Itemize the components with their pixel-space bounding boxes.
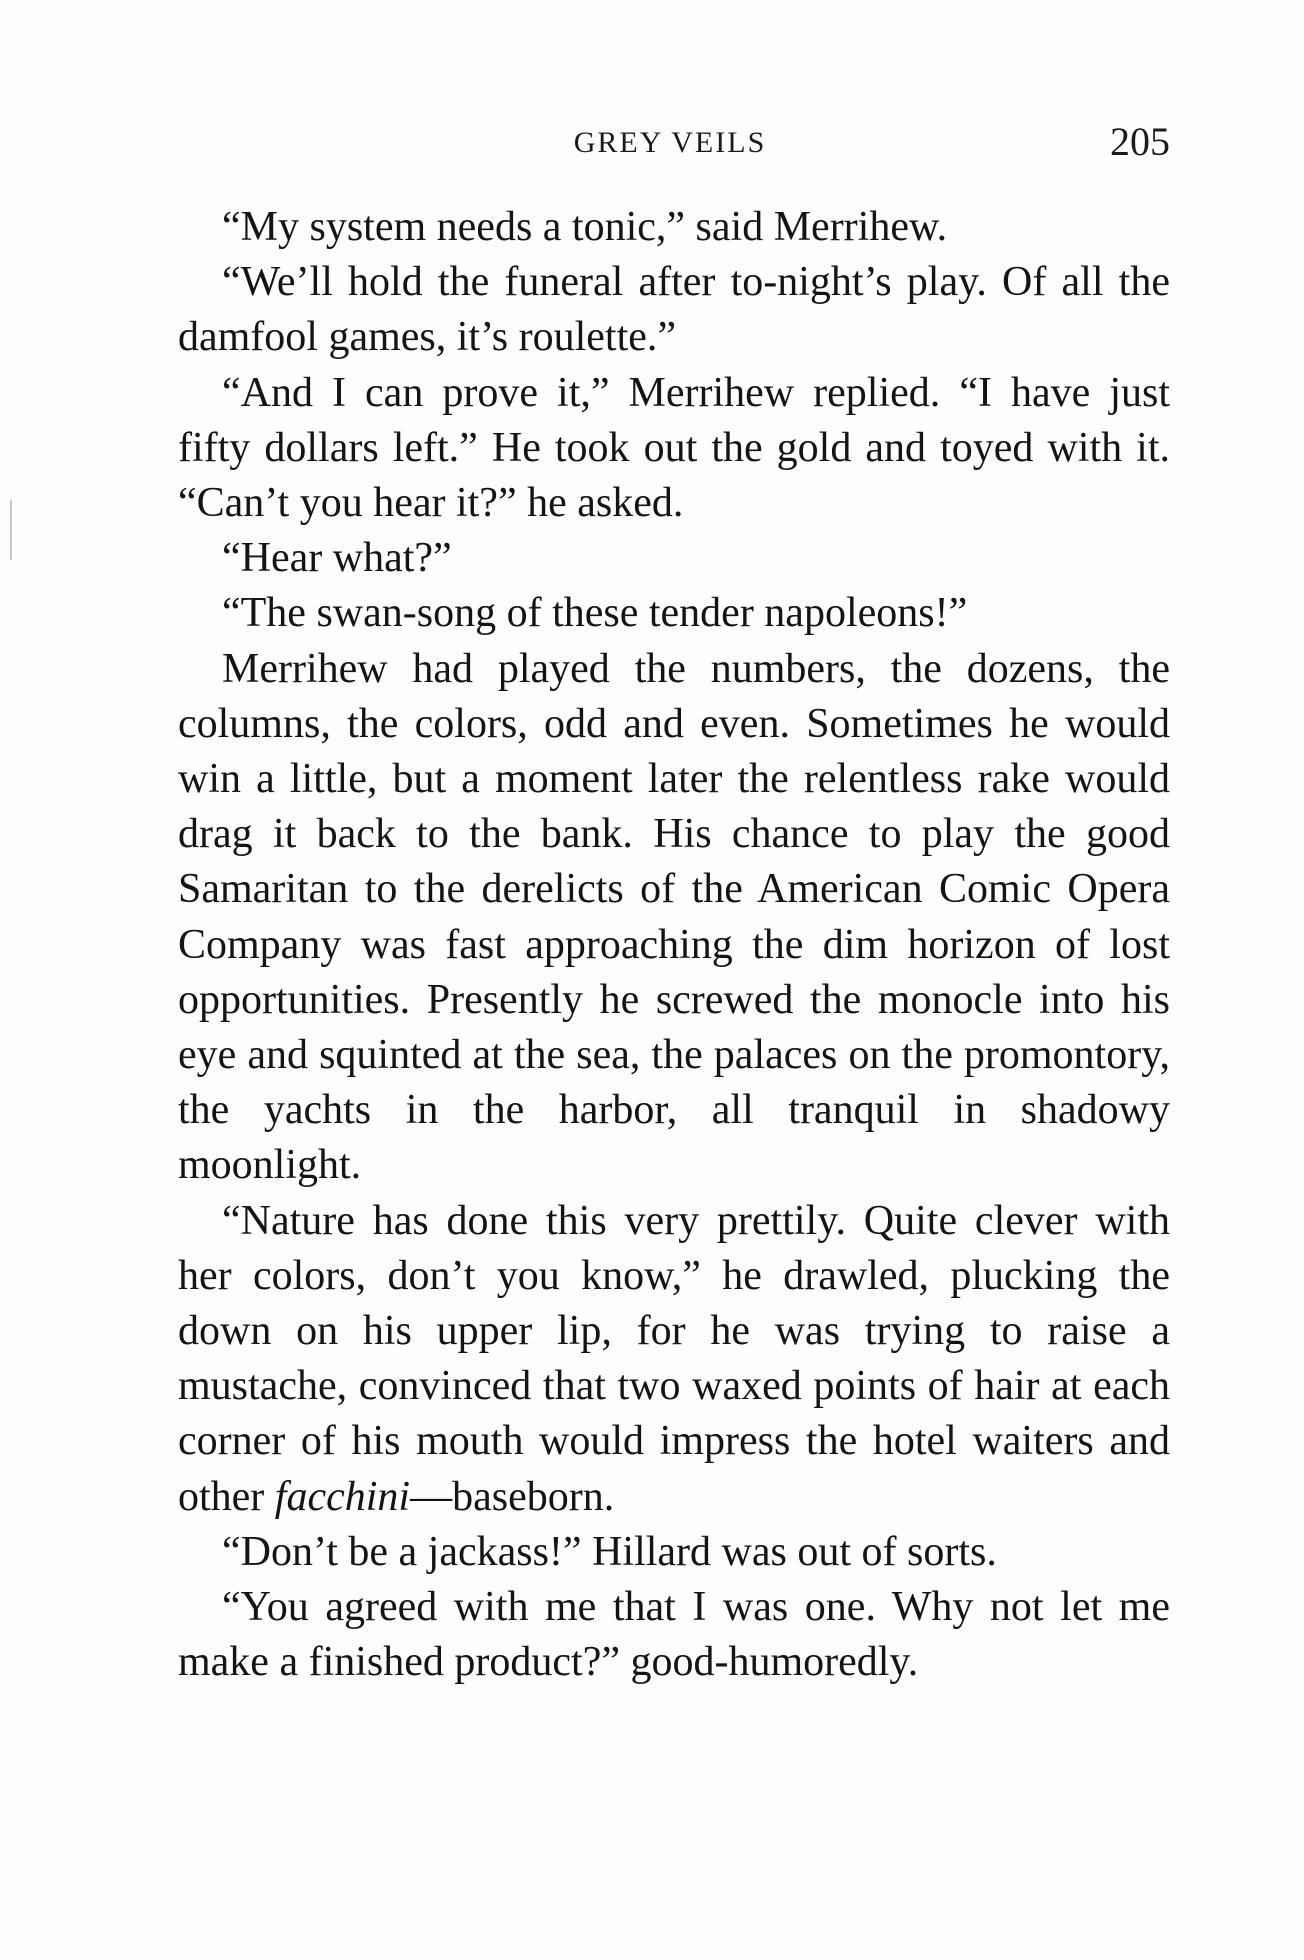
running-head bbox=[170, 118, 1170, 168]
paragraph: Merrihew had played the numbers, the dozens, the columns, the colors, odd and even. Sometimes he would win a little, but a moment later the relentless rake would drag it back to the bank. His chance to play the good Samaritan to the derelicts of the American Comic Opera Company was fast approaching the dim horizon of lost opportunities. Presently he screwed the monocle into his eye and squinted at the sea, the palaces on the promontory, the yachts in the harbor, all tranquil in shadowy moonlight. bbox=[178, 645, 1170, 1189]
paragraph: “My system needs a tonic,” said Merrihew. bbox=[222, 204, 948, 250]
text-body bbox=[178, 200, 1170, 1690]
paragraph: “We’ll hold the funeral after to-night’s play. Of all the damfool games, it’s roulette.” bbox=[178, 259, 1170, 361]
paragraph: “And I can prove it,” Merrihew replied. “I have just fifty dollars left.” He took out the gold and toyed with it. “Can’t you hear it?” he asked. bbox=[178, 369, 1170, 527]
paragraph: “Hear what?” bbox=[222, 535, 452, 582]
paragraph: “You agreed with me that I was one. Why not let me make a finished product?” good-humoredly. bbox=[178, 1584, 1170, 1686]
page-number: 205 bbox=[1110, 119, 1170, 164]
scan-edge-mark bbox=[10, 500, 12, 560]
running-title: GREY VEILS bbox=[573, 126, 767, 159]
paragraph: “Nature has done this very prettily. Quite clever with her colors, don’t you know,” he drawled, plucking the down on his upper lip, for he was trying to raise a mustache, convinced that two waxed points of hair at each corner of his mouth would impress the hotel waiters and other facchini—baseborn. bbox=[178, 1197, 1170, 1520]
paragraph: “Don’t be a jackass!” Hillard was out of sorts. bbox=[222, 1528, 997, 1575]
italic-word: facchini bbox=[274, 1473, 411, 1520]
paragraph: “The swan-song of these tender napoleons!” bbox=[222, 590, 968, 637]
